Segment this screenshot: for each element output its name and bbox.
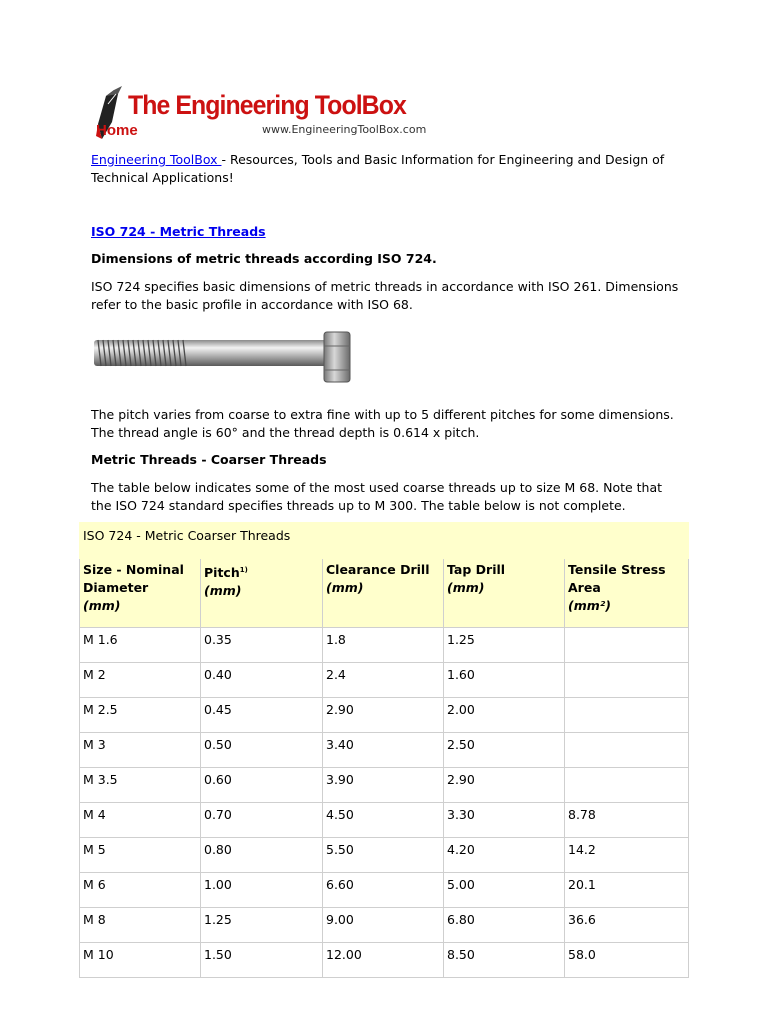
table-cell: 0.80 xyxy=(201,838,323,873)
table-cell: 8.78 xyxy=(565,803,689,838)
table-cell: 1.25 xyxy=(444,628,565,663)
table-cell: 6.60 xyxy=(323,873,444,908)
intro-paragraph xyxy=(91,151,681,186)
table-body xyxy=(80,628,689,978)
table-cell: 0.45 xyxy=(201,698,323,733)
header-footnote: 1) xyxy=(239,566,248,574)
table-row xyxy=(80,838,689,873)
table-cell: 0.60 xyxy=(201,768,323,803)
table-cell: 2.4 xyxy=(323,663,444,698)
article-title-link[interactable]: ISO 724 - Metric Threads xyxy=(91,224,266,239)
table-row xyxy=(80,873,689,908)
table-cell: 14.2 xyxy=(565,838,689,873)
header-unit: (mm) xyxy=(204,583,242,598)
table-row xyxy=(80,908,689,943)
table-cell: 9.00 xyxy=(323,908,444,943)
section-heading: Metric Threads - Coarser Threads xyxy=(91,452,327,467)
table-row xyxy=(80,768,689,803)
header-label: Clearance Drill xyxy=(326,562,430,577)
paragraph-iso724: ISO 724 specifies basic dimensions of metric threads in accordance with ISO 261. Dimensions refer to the basic profile in accordance with ISO 68. xyxy=(91,279,679,312)
article-title xyxy=(91,223,681,241)
header-label: Pitch xyxy=(204,565,240,580)
table-cell xyxy=(565,733,689,768)
table-cell: 8.50 xyxy=(444,943,565,978)
table-cell: M 2.5 xyxy=(80,698,201,733)
table-cell: 58.0 xyxy=(565,943,689,978)
table-cell: 2.00 xyxy=(444,698,565,733)
table-row xyxy=(80,628,689,663)
table-row xyxy=(80,663,689,698)
table-cell xyxy=(565,628,689,663)
header-unit: (mm) xyxy=(326,580,364,595)
metric-threads-table xyxy=(79,522,689,978)
table-row xyxy=(80,698,689,733)
table-cell: M 4 xyxy=(80,803,201,838)
header-cell xyxy=(201,559,323,628)
table-cell: 1.8 xyxy=(323,628,444,663)
table-cell: M 8 xyxy=(80,908,201,943)
table-cell: 5.50 xyxy=(323,838,444,873)
table-cell: 2.90 xyxy=(323,698,444,733)
header-cell xyxy=(565,559,689,628)
site-logo[interactable] xyxy=(92,84,432,144)
table-cell: 0.70 xyxy=(201,803,323,838)
table-cell: 4.20 xyxy=(444,838,565,873)
table-cell: 20.1 xyxy=(565,873,689,908)
header-unit: (mm) xyxy=(83,598,121,613)
table-cell: 1.50 xyxy=(201,943,323,978)
table-cell xyxy=(565,698,689,733)
header-unit: (mm²) xyxy=(568,598,611,613)
hex-bolt-image xyxy=(92,326,354,388)
table-cell: 3.40 xyxy=(323,733,444,768)
table-cell: 3.90 xyxy=(323,768,444,803)
table-cell: M 5 xyxy=(80,838,201,873)
header-cell xyxy=(323,559,444,628)
header-label: Size - Nominal Diameter xyxy=(83,562,184,595)
table-row xyxy=(80,733,689,768)
table-caption-row xyxy=(80,523,689,559)
table-cell: 1.60 xyxy=(444,663,565,698)
table-cell: 5.00 xyxy=(444,873,565,908)
table-cell: 0.50 xyxy=(201,733,323,768)
table-cell: M 6 xyxy=(80,873,201,908)
table-cell xyxy=(565,663,689,698)
table-cell: M 3 xyxy=(80,733,201,768)
home-link[interactable]: Home xyxy=(96,122,138,139)
logo-title: The Engineering ToolBox xyxy=(128,90,406,120)
table-cell: M 2 xyxy=(80,663,201,698)
table-cell: M 1.6 xyxy=(80,628,201,663)
article-subtitle: Dimensions of metric threads according ISO 724. xyxy=(91,251,437,266)
table-cell: 0.40 xyxy=(201,663,323,698)
table-row xyxy=(80,803,689,838)
engineering-toolbox-link[interactable]: Engineering ToolBox xyxy=(91,152,222,167)
logo-url: www.EngineeringToolBox.com xyxy=(262,123,427,136)
table-cell xyxy=(565,768,689,803)
table-cell: M 10 xyxy=(80,943,201,978)
table-cell: M 3.5 xyxy=(80,768,201,803)
table-cell: 2.50 xyxy=(444,733,565,768)
intro-text: - Resources, Tools and Basic Information for Engineering and Design of Technical Applications! xyxy=(91,152,665,185)
table-cell: 36.6 xyxy=(565,908,689,943)
table-cell: 4.50 xyxy=(323,803,444,838)
table-row xyxy=(80,943,689,978)
header-cell xyxy=(444,559,565,628)
table-header-row xyxy=(80,559,689,628)
paragraph-pitch: The pitch varies from coarse to extra fine with up to 5 different pitches for some dimensions. The thread angle is 60° and the thread depth is 0.614 x pitch. xyxy=(91,407,674,440)
table-cell: 6.80 xyxy=(444,908,565,943)
table-caption: ISO 724 - Metric Coarser Threads xyxy=(80,523,689,559)
header-label: Tensile Stress Area xyxy=(568,562,666,595)
table-cell: 12.00 xyxy=(323,943,444,978)
header-label: Tap Drill xyxy=(447,562,506,577)
header-cell xyxy=(80,559,201,628)
table-cell: 1.25 xyxy=(201,908,323,943)
table-cell: 3.30 xyxy=(444,803,565,838)
table-cell: 1.00 xyxy=(201,873,323,908)
table-cell: 0.35 xyxy=(201,628,323,663)
table-cell: 2.90 xyxy=(444,768,565,803)
paragraph-table-intro: The table below indicates some of the most used coarse threads up to size M 68. Note that the ISO 724 standard specifies threads up to M 300. The table below is not complete. xyxy=(91,480,663,513)
header-unit: (mm) xyxy=(447,580,485,595)
